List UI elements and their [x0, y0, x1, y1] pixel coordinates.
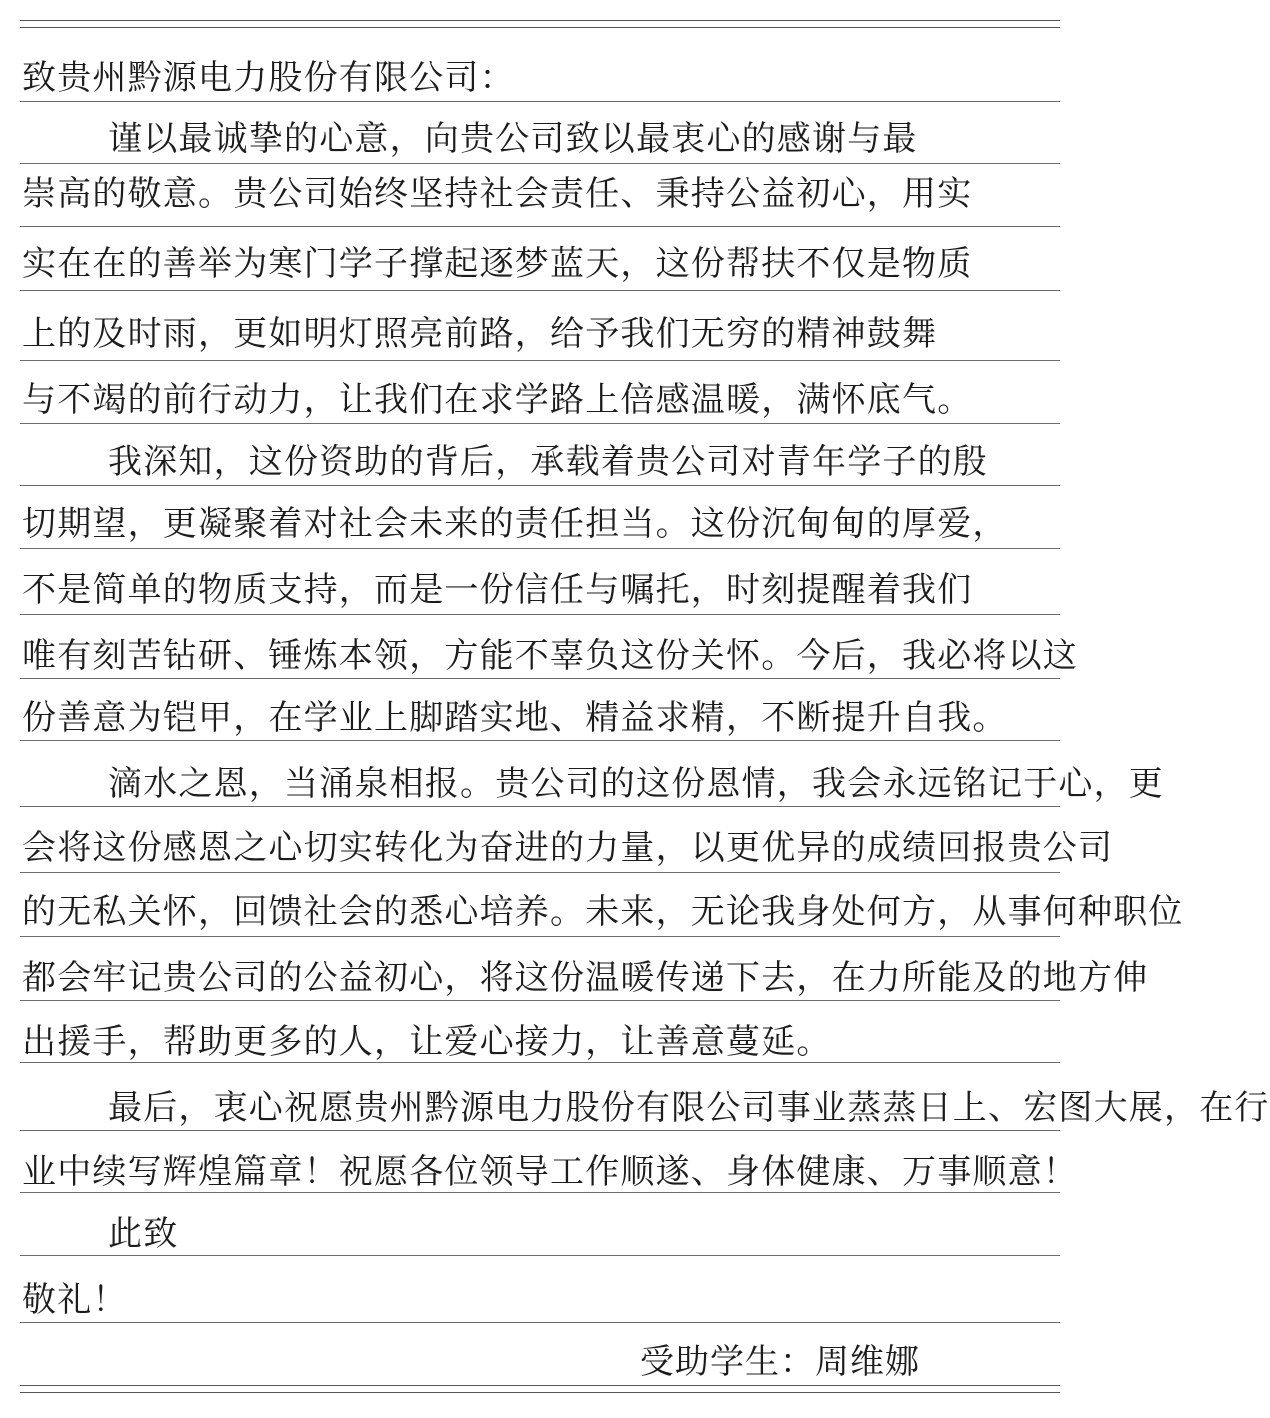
paragraph-3-line-2: 会将这份感恩之心切实转化为奋进的力量，以更优异的成绩回报贵公司	[22, 828, 1114, 868]
paragraph-3-line-5: 出援手，帮助更多的人，让爱心接力，让善意蔓延。	[22, 1022, 832, 1062]
ruled-line	[20, 163, 1060, 164]
top-rule	[20, 20, 1060, 21]
ruled-line	[20, 1192, 1060, 1193]
ruled-line	[20, 740, 1060, 741]
paragraph-3-line-4: 都会牢记贵公司的公益初心，将这份温暖传递下去，在力所能及的地方伸	[22, 958, 1149, 998]
paragraph-1-line-2: 崇高的敬意。贵公司始终坚持社会责任、秉持公益初心，用实	[22, 174, 973, 214]
salutation: 致贵州黔源电力股份有限公司：	[22, 58, 515, 98]
paragraph-3-line-3: 的无私关怀，回馈社会的悉心培养。未来，无论我身处何方，从事何种职位	[22, 892, 1184, 932]
paragraph-1-line-1: 谨以最诚挚的心意，向贵公司致以最衷心的感谢与最	[108, 119, 918, 159]
ruled-line	[20, 1000, 1060, 1001]
ruled-line	[20, 1062, 1060, 1063]
ruled-line	[20, 1322, 1060, 1323]
paragraph-2-line-3: 不是简单的物质支持，而是一份信任与嘱托，时刻提醒着我们	[22, 570, 973, 610]
ruled-line	[20, 485, 1060, 486]
paragraph-2-line-2: 切期望，更凝聚着对社会未来的责任担当。这份沉甸甸的厚爱，	[22, 504, 1008, 544]
ruled-line	[20, 614, 1060, 615]
ruled-line	[20, 101, 1060, 102]
closing-jing-li: 敬礼！	[22, 1280, 128, 1320]
ruled-line	[20, 806, 1060, 807]
paragraph-1-line-3: 实在在的善举为寒门学子撑起逐梦蓝天，这份帮扶不仅是物质	[22, 244, 973, 284]
paragraph-3-line-1: 滴水之恩，当涌泉相报。贵公司的这份恩情，我会永远铭记于心，更	[108, 764, 1164, 804]
bottom-rule	[20, 1385, 1060, 1386]
closing-ci-zhi: 此致	[108, 1214, 179, 1254]
ruled-line	[20, 548, 1060, 549]
ruled-line	[20, 1130, 1060, 1131]
ruled-line	[20, 290, 1060, 291]
paragraph-2-line-1: 我深知，这份资助的背后，承载着贵公司对青年学子的殷	[108, 442, 988, 482]
paragraph-2-line-5: 份善意为铠甲，在学业上脚踏实地、精益求精，不断提升自我。	[22, 698, 1008, 738]
bottom-rule-inner	[20, 1392, 1060, 1393]
ruled-line	[20, 360, 1060, 361]
ruled-line	[20, 936, 1060, 937]
top-rule-inner	[20, 27, 1060, 28]
ruled-line	[20, 226, 1060, 227]
paragraph-4-line-1: 最后，衷心祝愿贵州黔源电力股份有限公司事业蒸蒸日上、宏图大展，在行	[108, 1088, 1270, 1128]
ruled-line	[20, 423, 1060, 424]
paragraph-2-line-4: 唯有刻苦钻研、锤炼本领，方能不辜负这份关怀。今后，我必将以这	[22, 636, 1078, 676]
ruled-line	[20, 678, 1060, 679]
paragraph-1-line-4: 上的及时雨，更如明灯照亮前路，给予我们无穷的精神鼓舞	[22, 314, 938, 354]
signature: 受助学生：周维娜	[640, 1342, 920, 1382]
ruled-line	[20, 872, 1060, 873]
paragraph-4-line-2: 业中续写辉煌篇章！祝愿各位领导工作顺遂、身体健康、万事顺意！	[22, 1152, 1078, 1192]
ruled-line	[20, 1255, 1060, 1256]
paragraph-1-line-5: 与不竭的前行动力，让我们在求学路上倍感温暖，满怀底气。	[22, 380, 973, 420]
